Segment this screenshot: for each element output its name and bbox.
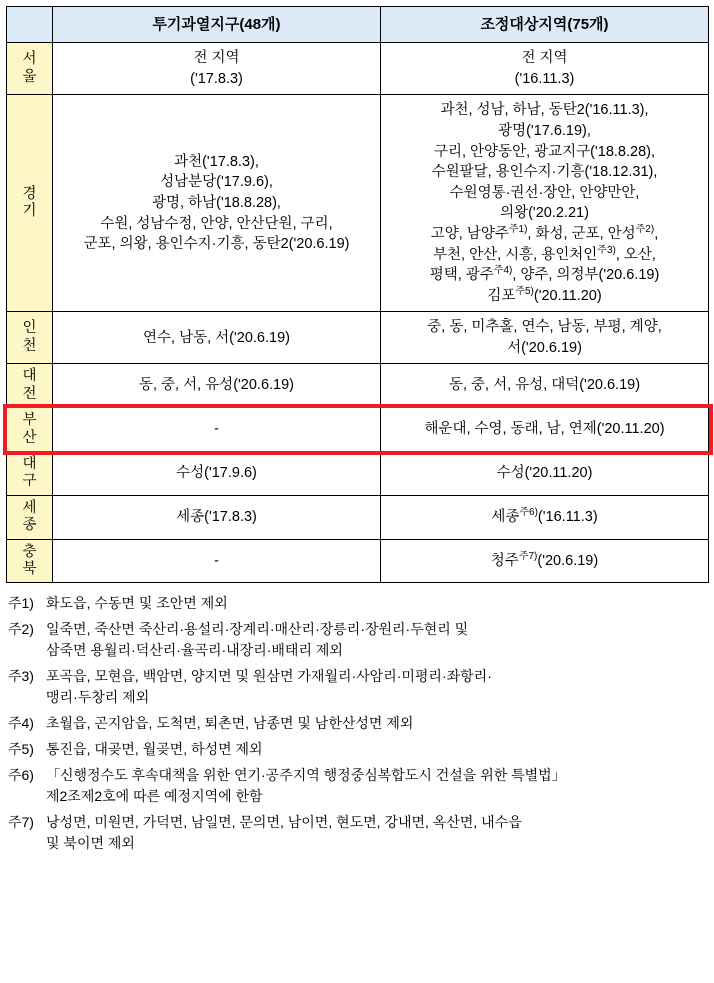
adjustment-cell: 세종$^{주6)}$('16.11.3) xyxy=(381,495,709,539)
speculation-cell: - xyxy=(53,408,381,452)
region-label: 부산 xyxy=(7,408,53,452)
table-row xyxy=(7,43,709,95)
adjustment-cell: 중, 동, 미추홀, 연수, 남동, 부평, 계양, 서('20.6.19) xyxy=(381,312,709,364)
table-row-highlighted xyxy=(7,408,709,452)
table-row xyxy=(7,312,709,364)
speculation-cell: 전 지역 ('17.8.3) xyxy=(53,43,381,95)
adjustment-cell: 전 지역 ('16.11.3) xyxy=(381,43,709,95)
speculation-cell: 과천('17.8.3), 성남분당('17.9.6), 광명, 하남('18.8.28), 수원, 성남수정, 안양, 안산단원, 구리, 군포, 의왕, 용인수지·기흥, 동탄2('20.6.19) xyxy=(53,95,381,312)
region-label: 대구 xyxy=(7,451,53,495)
speculation-cell: 동, 중, 서, 유성('20.6.19) xyxy=(53,364,381,408)
footnote-text: 일죽면, 죽산면 죽산리·용설리·장계리·매산리·장릉리·장원리·두현리 및 삼죽면 용월리·덕산리·율곡리·내장리·배태리 제외 xyxy=(46,621,469,659)
region-label: 서울 xyxy=(7,43,53,95)
footnote-label: 주3) xyxy=(8,668,34,685)
adjustment-cell: 수성('20.11.20) xyxy=(381,451,709,495)
footnote-label: 주5) xyxy=(8,741,34,758)
footnote-label: 주4) xyxy=(8,715,34,732)
header-region xyxy=(7,7,53,43)
region-label: 세종 xyxy=(7,495,53,539)
speculation-cell: 연수, 남동, 서('20.6.19) xyxy=(53,312,381,364)
designated-areas-table xyxy=(6,6,709,583)
region-label: 대전 xyxy=(7,364,53,408)
footnote-label: 주6) xyxy=(8,767,34,784)
footnote-text: 포곡읍, 모현읍, 백암면, 양지면 및 원삼면 가재월리·사암리·미평리·좌항리· 맹리·두창리 제외 xyxy=(46,668,492,706)
adjustment-cell: 청주$^{주7)}$('20.6.19) xyxy=(381,539,709,583)
footnote-item xyxy=(8,739,710,760)
footnote-text: 낭성면, 미원면, 가덕면, 남일면, 문의면, 남이면, 현도면, 강내면, 옥산면, 내수읍 및 북이면 제외 xyxy=(46,814,522,852)
adjustment-cell: 해운대, 수영, 동래, 남, 연제('20.11.20) xyxy=(381,408,709,452)
region-label: 인천 xyxy=(7,312,53,364)
footnote-text: 통진읍, 대곶면, 월곶면, 하성면 제외 xyxy=(46,741,263,758)
footnote-text: 「신행정수도 후속대책을 위한 연기·공주지역 행정중심복합도시 건설을 위한 특별법」 제2조제2호에 따른 예정지역에 한함 xyxy=(46,767,566,805)
table-header-row xyxy=(7,7,709,43)
table-row xyxy=(7,451,709,495)
adjustment-cell: 과천, 성남, 하남, 동탄2('16.11.3), 광명('17.6.19), 구리, 안양동안, 광교지구('18.8.28), 수원팔달, 용인수지·기흥('18.12.31), 수원영통·권선·장안, 안양만안, 의왕('20.2.21) 고양, 남양주$^{주1)}$, 화성, 군포, 안성$^{주2)}$, 부천, 안산, 시흥, 용인처인$^{주3)}$, 오산, 평택, 광주$^{주4)}$, 양주, 의정부('20.6.19) 김포$^{주5)}$('20.11.20) xyxy=(381,95,709,312)
footnote-item xyxy=(8,593,710,614)
footnote-item xyxy=(8,765,710,807)
footnote-label: 주7) xyxy=(8,814,34,831)
footnote-label: 주2) xyxy=(8,621,34,638)
region-label: 충북 xyxy=(7,539,53,583)
table-row xyxy=(7,95,709,312)
speculation-cell: - xyxy=(53,539,381,583)
speculation-cell: 수성('17.9.6) xyxy=(53,451,381,495)
footnote-label: 주1) xyxy=(8,595,34,612)
table-row xyxy=(7,364,709,408)
footnote-item xyxy=(8,666,710,708)
footnote-item xyxy=(8,619,710,661)
table-row xyxy=(7,539,709,583)
footnote-text: 화도읍, 수동면 및 조안면 제외 xyxy=(46,595,228,612)
region-label: 경기 xyxy=(7,95,53,312)
footnote-item xyxy=(8,812,710,854)
table-row xyxy=(7,495,709,539)
footnote-item xyxy=(8,713,710,734)
adjustment-cell: 동, 중, 서, 유성, 대덕('20.6.19) xyxy=(381,364,709,408)
footnotes xyxy=(8,593,710,854)
speculation-cell: 세종('17.8.3) xyxy=(53,495,381,539)
header-speculation: 투기과열지구(48개) xyxy=(53,7,381,43)
header-adjustment: 조정대상지역(75개) xyxy=(381,7,709,43)
footnote-text: 초월읍, 곤지암읍, 도척면, 퇴촌면, 남종면 및 남한산성면 제외 xyxy=(46,715,414,732)
